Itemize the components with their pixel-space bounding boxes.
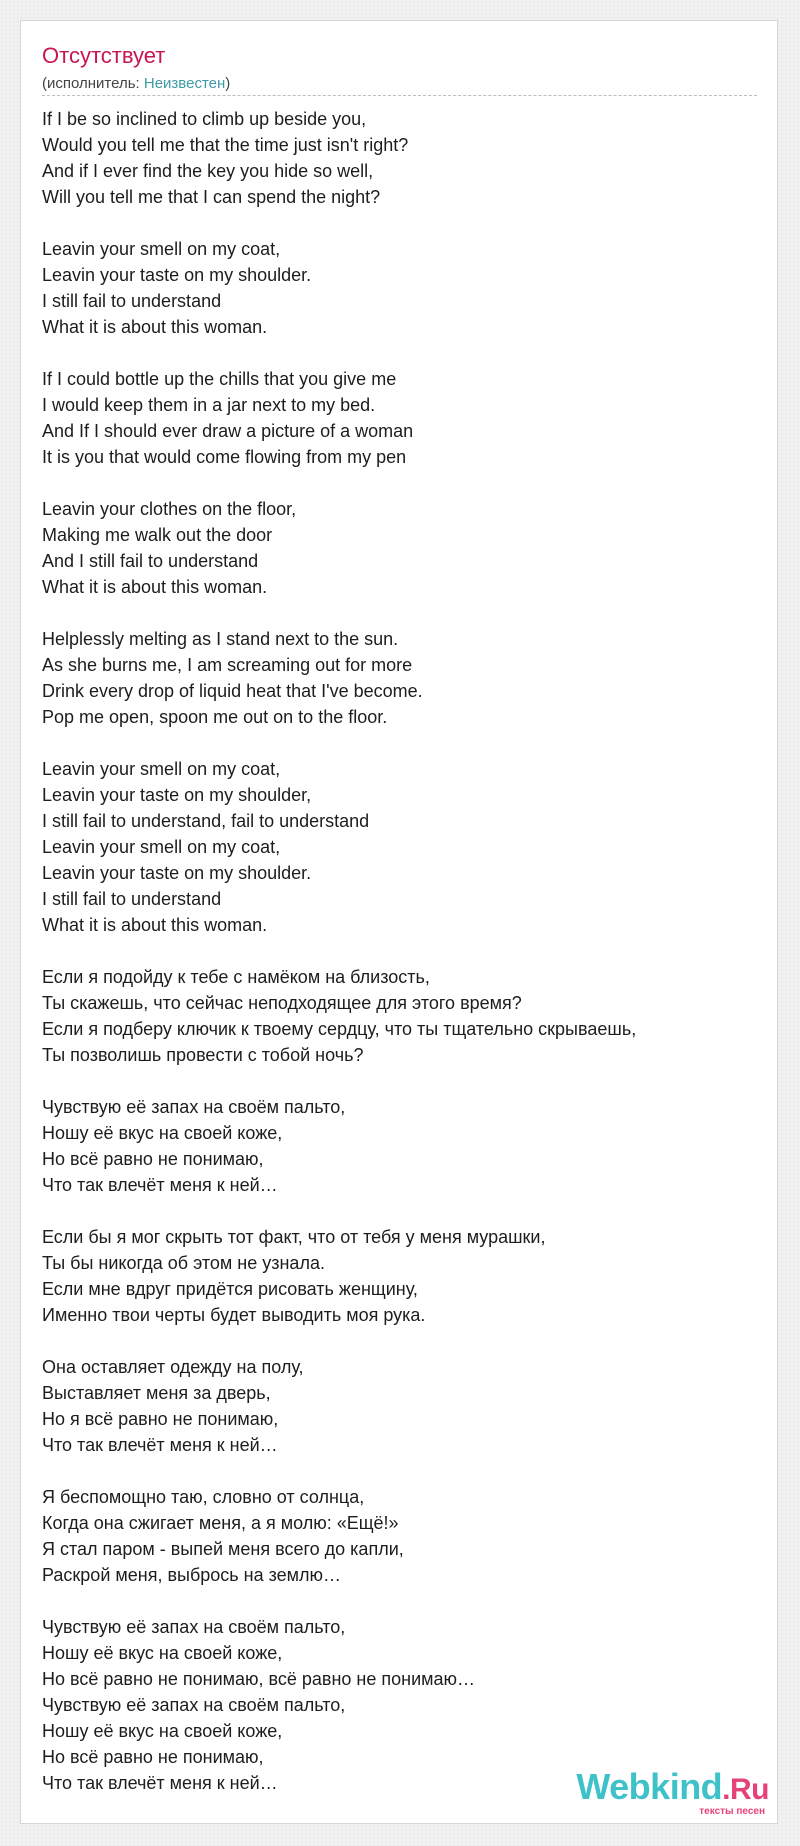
lyric-line: Would you tell me that the time just isn't right? bbox=[42, 135, 409, 155]
lyric-line: And if I ever find the key you hide so well, bbox=[42, 161, 374, 181]
lyrics-stanza bbox=[42, 626, 762, 730]
lyric-line: Leavin your smell on my coat, bbox=[42, 759, 281, 779]
lyric-line: What it is about this woman. bbox=[42, 317, 268, 337]
lyric-line: Pop me open, spoon me out on to the floor. bbox=[42, 707, 388, 727]
song-title: Отсутствует bbox=[42, 43, 166, 68]
lyric-line: What it is about this woman. bbox=[42, 577, 268, 597]
lyrics-card bbox=[20, 20, 778, 1824]
lyric-line: Leavin your clothes on the floor, bbox=[42, 499, 297, 519]
lyric-line: It is you that would come flowing from my pen bbox=[42, 447, 407, 467]
logo-tld: .Ru bbox=[722, 1773, 769, 1806]
lyric-line: Leavin your taste on my shoulder, bbox=[42, 785, 312, 805]
lyrics-stanza bbox=[42, 1094, 762, 1198]
lyric-line: I still fail to understand, fail to understand bbox=[42, 811, 370, 831]
lyric-line: Leavin your smell on my coat, bbox=[42, 239, 281, 259]
lyric-line: Чувствую её запах на своём пальто, bbox=[42, 1097, 346, 1117]
lyric-line: Leavin your taste on my shoulder. bbox=[42, 863, 312, 883]
lyric-line: Выставляет меня за дверь, bbox=[42, 1383, 271, 1403]
lyric-line: Helplessly melting as I stand next to the sun. bbox=[42, 629, 399, 649]
logo-tagline: тексты песен bbox=[699, 1806, 765, 1817]
lyrics-stanza bbox=[42, 1354, 762, 1458]
lyric-line: Ношу её вкус на своей коже, bbox=[42, 1123, 283, 1143]
lyric-line: Если я подойду к тебе с намёком на близость, bbox=[42, 967, 430, 987]
lyrics-stanza bbox=[42, 964, 762, 1068]
lyric-line: Will you tell me that I can spend the night? bbox=[42, 187, 381, 207]
lyric-line: Я стал паром - выпей меня всего до капли, bbox=[42, 1539, 404, 1559]
lyric-line: Если бы я мог скрыть тот факт, что от тебя у меня мурашки, bbox=[42, 1227, 546, 1247]
lyric-line: I still fail to understand bbox=[42, 889, 222, 909]
lyric-line: Когда она сжигает меня, а я молю: «Ещё!» bbox=[42, 1513, 399, 1533]
lyrics-text bbox=[42, 106, 762, 1822]
lyrics-stanza bbox=[42, 1484, 762, 1588]
site-logo[interactable] bbox=[576, 1766, 769, 1817]
lyric-line: Leavin your smell on my coat, bbox=[42, 837, 281, 857]
lyric-line: And If I should ever draw a picture of a woman bbox=[42, 421, 414, 441]
lyric-line: Я беспомощно таю, словно от солнца, bbox=[42, 1487, 365, 1507]
lyric-line: Drink every drop of liquid heat that I've become. bbox=[42, 681, 423, 701]
lyric-line: Ты бы никогда об этом не узнала. bbox=[42, 1253, 325, 1273]
lyric-line: Если мне вдруг придётся рисовать женщину, bbox=[42, 1279, 418, 1299]
lyric-line: Но всё равно не понимаю, bbox=[42, 1149, 264, 1169]
lyric-line: Именно твои черты будет выводить моя рука. bbox=[42, 1305, 426, 1325]
lyric-line: Раскрой меня, выбрось на землю… bbox=[42, 1565, 342, 1585]
lyrics-stanza bbox=[42, 756, 762, 938]
song-meta bbox=[42, 75, 230, 93]
lyric-line: Making me walk out the door bbox=[42, 525, 273, 545]
lyric-line: Но всё равно не понимаю, bbox=[42, 1747, 264, 1767]
lyric-line: Чувствую её запах на своём пальто, bbox=[42, 1617, 346, 1637]
lyric-line: Что так влечёт меня к ней… bbox=[42, 1175, 278, 1195]
lyrics-stanza bbox=[42, 106, 762, 210]
lyric-line: And I still fail to understand bbox=[42, 551, 259, 571]
lyrics-stanza bbox=[42, 1224, 762, 1328]
lyric-line: Но я всё равно не понимаю, bbox=[42, 1409, 279, 1429]
lyric-line: I would keep them in a jar next to my bed. bbox=[42, 395, 376, 415]
artist-link[interactable]: Неизвестен bbox=[143, 75, 226, 92]
lyrics-stanza bbox=[42, 236, 762, 340]
lyric-line: Но всё равно не понимаю, всё равно не понимаю… bbox=[42, 1669, 476, 1689]
lyric-line: Что так влечёт меня к ней… bbox=[42, 1773, 278, 1793]
lyrics-stanza bbox=[42, 496, 762, 600]
lyric-line: Ношу её вкус на своей коже, bbox=[42, 1721, 283, 1741]
lyric-line: Ношу её вкус на своей коже, bbox=[42, 1643, 283, 1663]
artist-prefix: (исполнитель: bbox=[42, 75, 144, 92]
lyric-line: Leavin your taste on my shoulder. bbox=[42, 265, 312, 285]
lyric-line: What it is about this woman. bbox=[42, 915, 268, 935]
lyric-line: I still fail to understand bbox=[42, 291, 222, 311]
logo-name: Webkind bbox=[576, 1766, 723, 1807]
lyric-line: Что так влечёт меня к ней… bbox=[42, 1435, 278, 1455]
logo-wordmark bbox=[576, 1766, 769, 1807]
artist-suffix: ) bbox=[225, 75, 231, 92]
header-divider bbox=[42, 95, 757, 96]
lyric-line: Чувствую её запах на своём пальто, bbox=[42, 1695, 346, 1715]
lyric-line: Она оставляет одежду на полу, bbox=[42, 1357, 304, 1377]
lyric-line: Ты скажешь, что сейчас неподходящее для этого время? bbox=[42, 993, 522, 1013]
lyrics-stanza bbox=[42, 366, 762, 470]
lyric-line: Ты позволишь провести с тобой ночь? bbox=[42, 1045, 364, 1065]
lyric-line: As she burns me, I am screaming out for more bbox=[42, 655, 413, 675]
lyric-line: If I could bottle up the chills that you give me bbox=[42, 369, 397, 389]
lyric-line: Если я подберу ключик к твоему сердцу, что ты тщательно скрываешь, bbox=[42, 1019, 637, 1039]
lyric-line: If I be so inclined to climb up beside you, bbox=[42, 109, 367, 129]
